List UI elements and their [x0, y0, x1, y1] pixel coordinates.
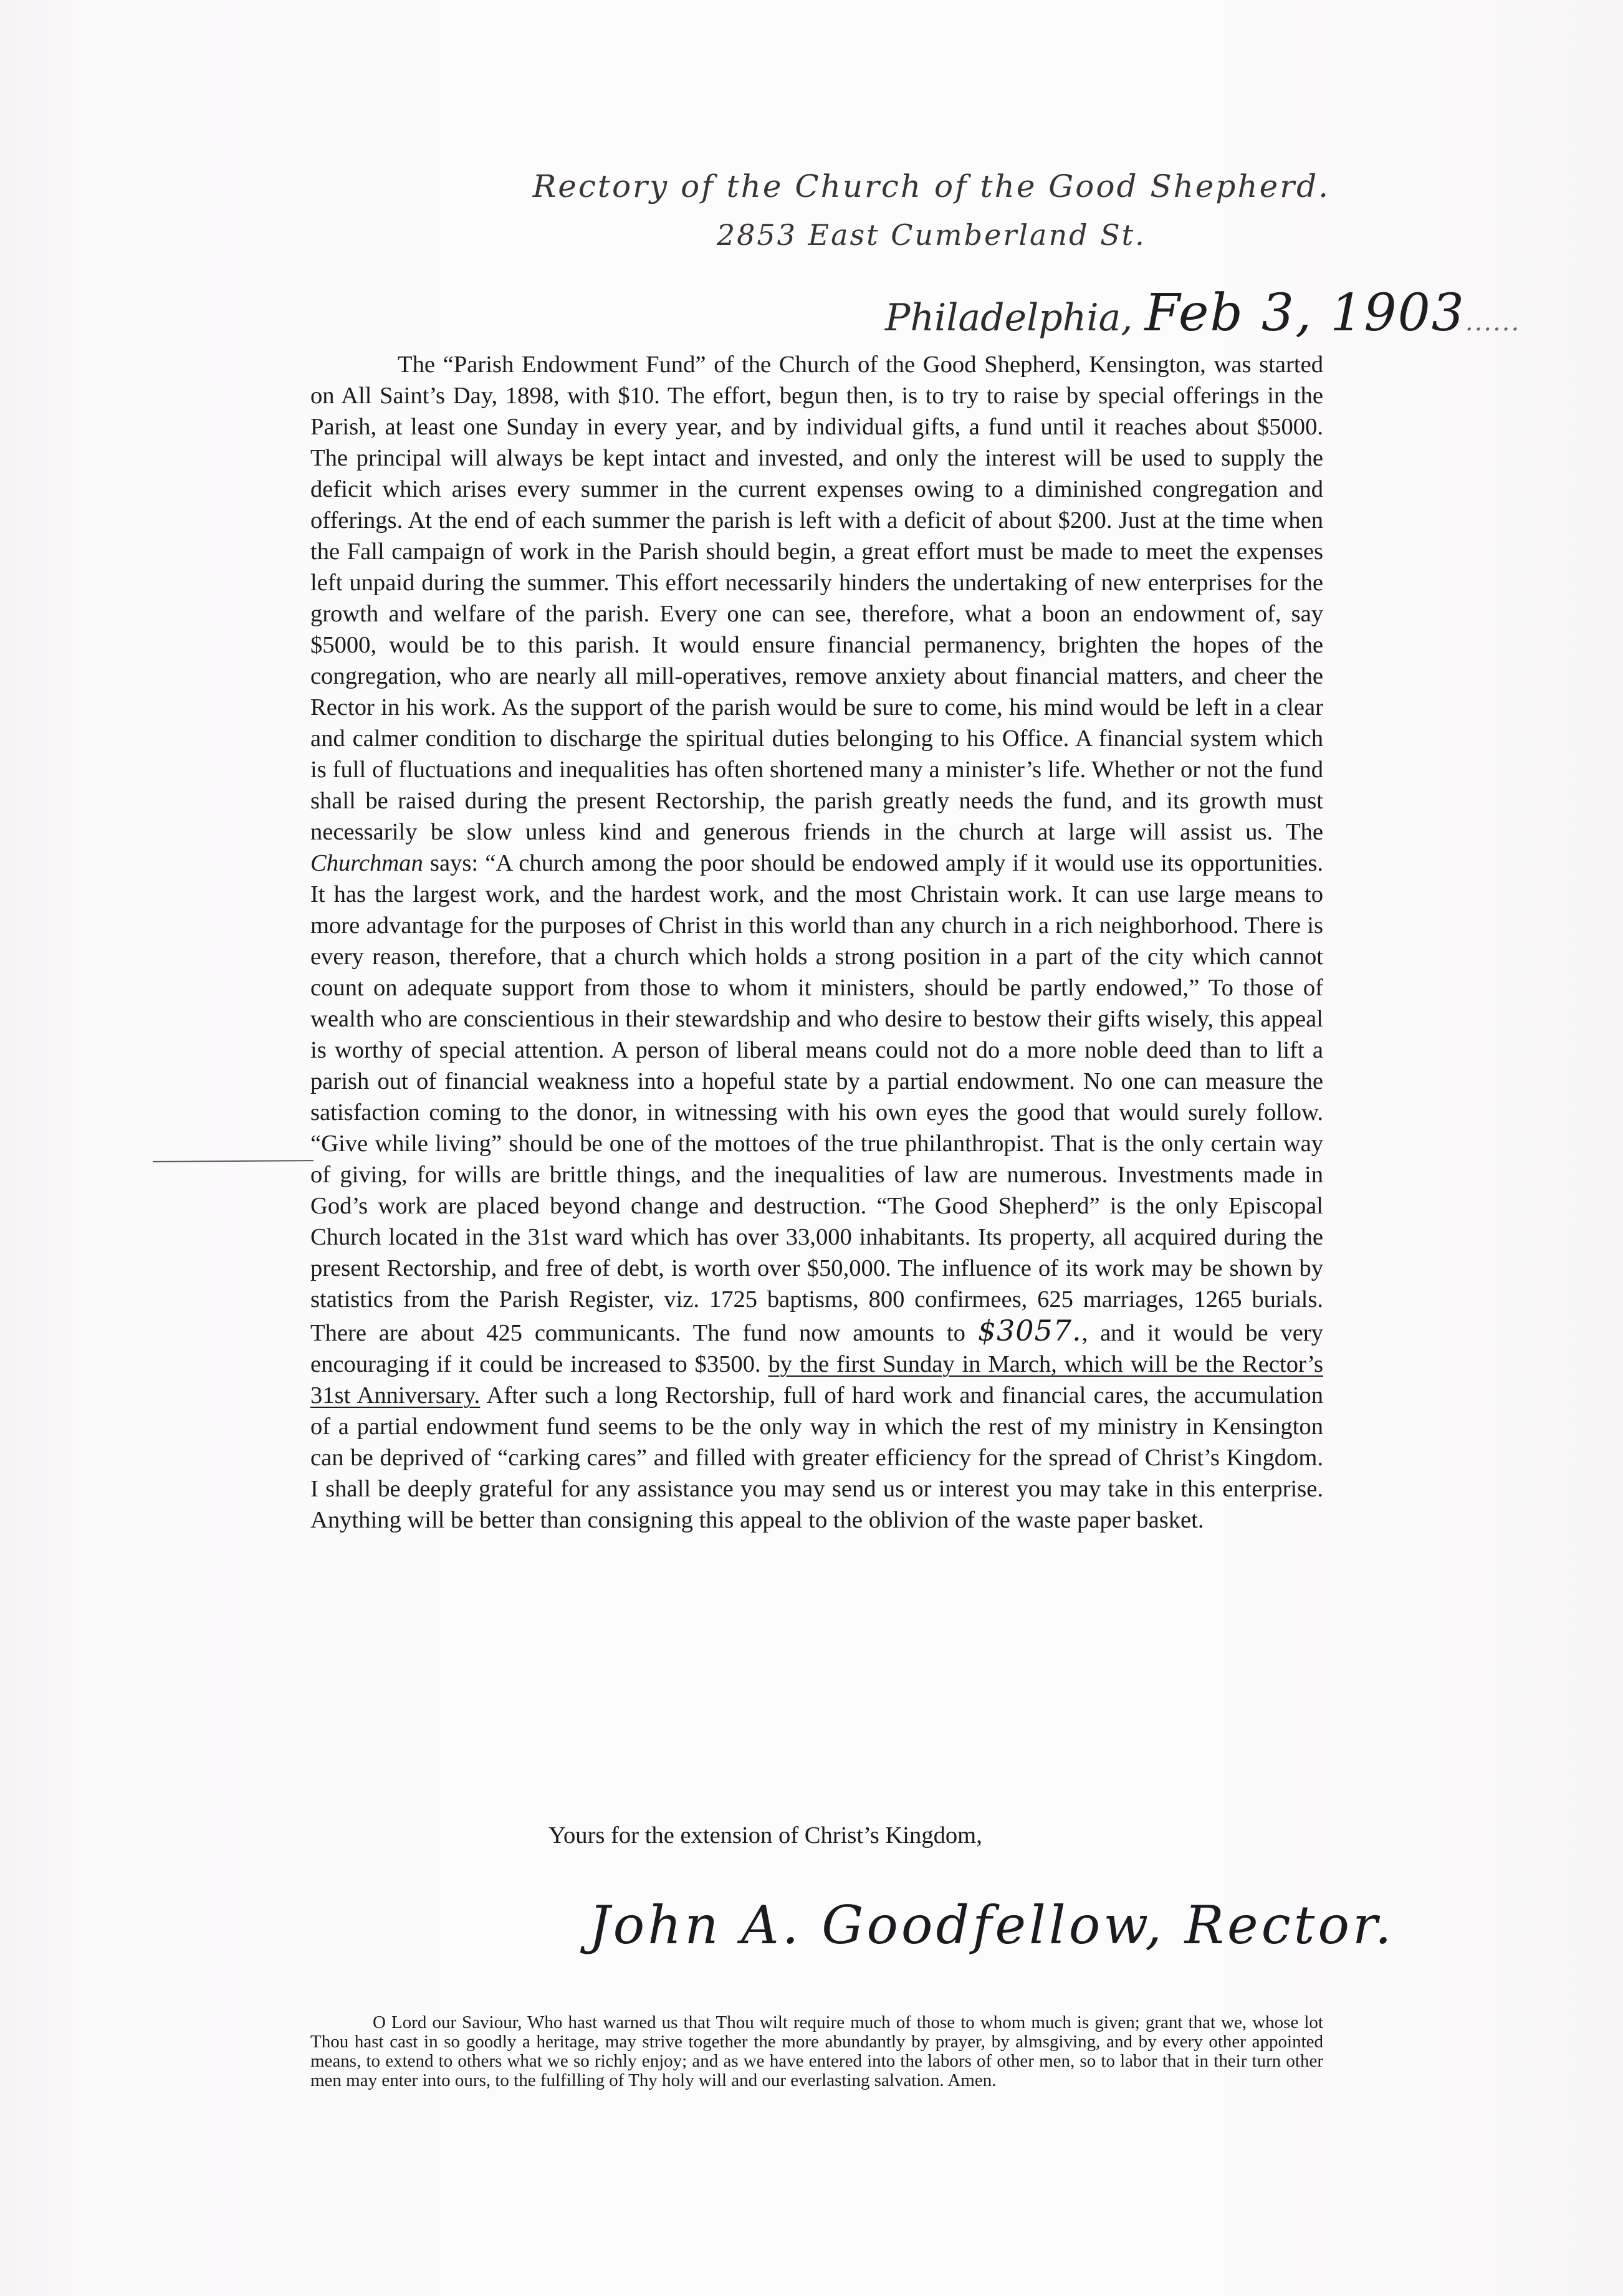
dateline-place: Philadelphia,: [885, 296, 1145, 340]
handwritten-amount: $3057.: [977, 1314, 1082, 1347]
prayer-footer: [310, 2013, 1323, 2090]
margin-pencil-line: [153, 1160, 314, 1162]
signature: John A. Goodfellow, Rector.: [589, 1895, 1395, 1956]
letterhead-rectory-line: Rectory of the Church of the Good Shepherd.: [532, 168, 1330, 204]
prayer-text: O Lord our Saviour, Who hast warned us that Thou wilt require much of those to whom much is given; grant that we, whose lot Thou hast cast in so goodly a heritage, may strive together the more abundantly by prayer, by almsgiving, and by every other appointed means, to extend to others what we so richly enjoy; and as we have entered into the labors of other men, so to labor that in their turn other men may enter into ours, to the fulfilling of Thy holy will and our everlasting salvation. Amen.: [310, 2012, 1323, 2090]
underlined-anniversary-text: by the first Sunday in March, which will be the Rector’s 31st Anniversary.: [310, 1351, 1323, 1409]
dateline-dots: ......: [1465, 308, 1521, 337]
body-text-part-3: , and it would be very encouraging if it could be increased to $3500.: [310, 1320, 1323, 1377]
churchman-title: Churchman: [310, 850, 423, 876]
handwritten-date: Feb 3, 1903: [1144, 284, 1465, 343]
body-text-part-2: says: “A church among the poor should be endowed amply if it would use its opportunities. It has the largest work, and the hardest work, and the most Christain work. It can use large means to more advantage for the purposes of Christ in this world than any church in a rich neighborhood. There is every reason, therefore, that a church which holds a strong position in a part of the city which cannot count on adequate support from those to whom it ministers, should be partly endowed,” To those of wealth who are conscientious in their stewardship and who desire to bestow their gifts wisely, this appeal is worthy of special attention. A person of liberal means could not do a more noble deed than to lift a parish out of financial weakness into a hopeful state by a partial endowment. No one can measure the satisfaction coming to the donor, in witnessing with his own eyes the good that would surely follow. “Give while living” should be one of the mottoes of the true philanthropist. That is the only certain way of giving, for wills are brittle things, and the inequalities of law are numerous. Investments made in God’s work are placed beyond change and destruction. “The Good Shepherd” is the only Episcopal Church located in the 31st ward which has over 33,000 inhabitants. Its property, all acquired during the present Rectorship, and free of debt, is worth over $50,000. The influence of its work may be shown by statistics from the Parish Register, viz. 1725 baptisms, 800 confirmees, 625 marriages, 1265 burials. There are about 425 communicants. The fund now amounts to: [310, 850, 1323, 1346]
closing-line: Yours for the extension of Christ’s Kingdom,: [548, 1822, 982, 1849]
body-text-part-1: The “Parish Endowment Fund” of the Church of the Good Shepherd, Kensington, was started on All Saint’s Day, 1898, with $10. The effort, begun then, is to try to raise by special offerings in the Parish, at least one Sunday in every year, and by individual gifts, a fund until it reaches about $5000. The principal will always be kept intact and invested, and only the interest will be used to supply the deficit which arises every summer in the current expenses owing to a diminished congregation and offerings. At the end of each summer the parish is left with a deficit of about $200. Just at the time when the Fall campaign of work in the Parish should begin, a great effort must be made to meet the expenses left unpaid during the summer. This effort necessarily hinders the undertaking of new enterprises for the growth and welfare of the parish. Every one can see, therefore, what a boon an endowment of, say $5000, would be to this parish. It would ensure financial permanency, brighten the hopes of the congregation, who are nearly all mill-operatives, remove anxiety about financial matters, and cheer the Rector in his work. As the support of the parish would be sure to come, his mind would be left in a clear and calmer condition to discharge the spiritual duties belonging to his Office. A financial system which is full of fluctuations and inequalities has often shortened many a minister’s life. Whether or not the fund shall be raised during the present Rectorship, the parish greatly needs the fund, and its growth must necessarily be slow unless kind and generous friends in the church at large will assist us. The: [310, 352, 1323, 845]
letter-body: [310, 349, 1323, 1536]
body-paragraph: [310, 349, 1323, 1536]
dateline: [885, 284, 1520, 343]
body-text-part-4: After such a long Rectorship, full of hard work and financial cares, the accumulation of a partial endowment fund seems to be the only way in which the rest of my ministry in Kensington can be deprived of “carking cares” and filled with greater efficiency for the spread of Christ’s Kingdom. I shall be deeply grateful for any assistance you may send us or interest you may take in this enterprise. Anything will be better than consigning this appeal to the oblivion of the waste paper basket.: [310, 1382, 1323, 1533]
letterhead: [533, 168, 1330, 252]
letterhead-address-line: 2853 East Cumberland St.: [716, 218, 1146, 252]
